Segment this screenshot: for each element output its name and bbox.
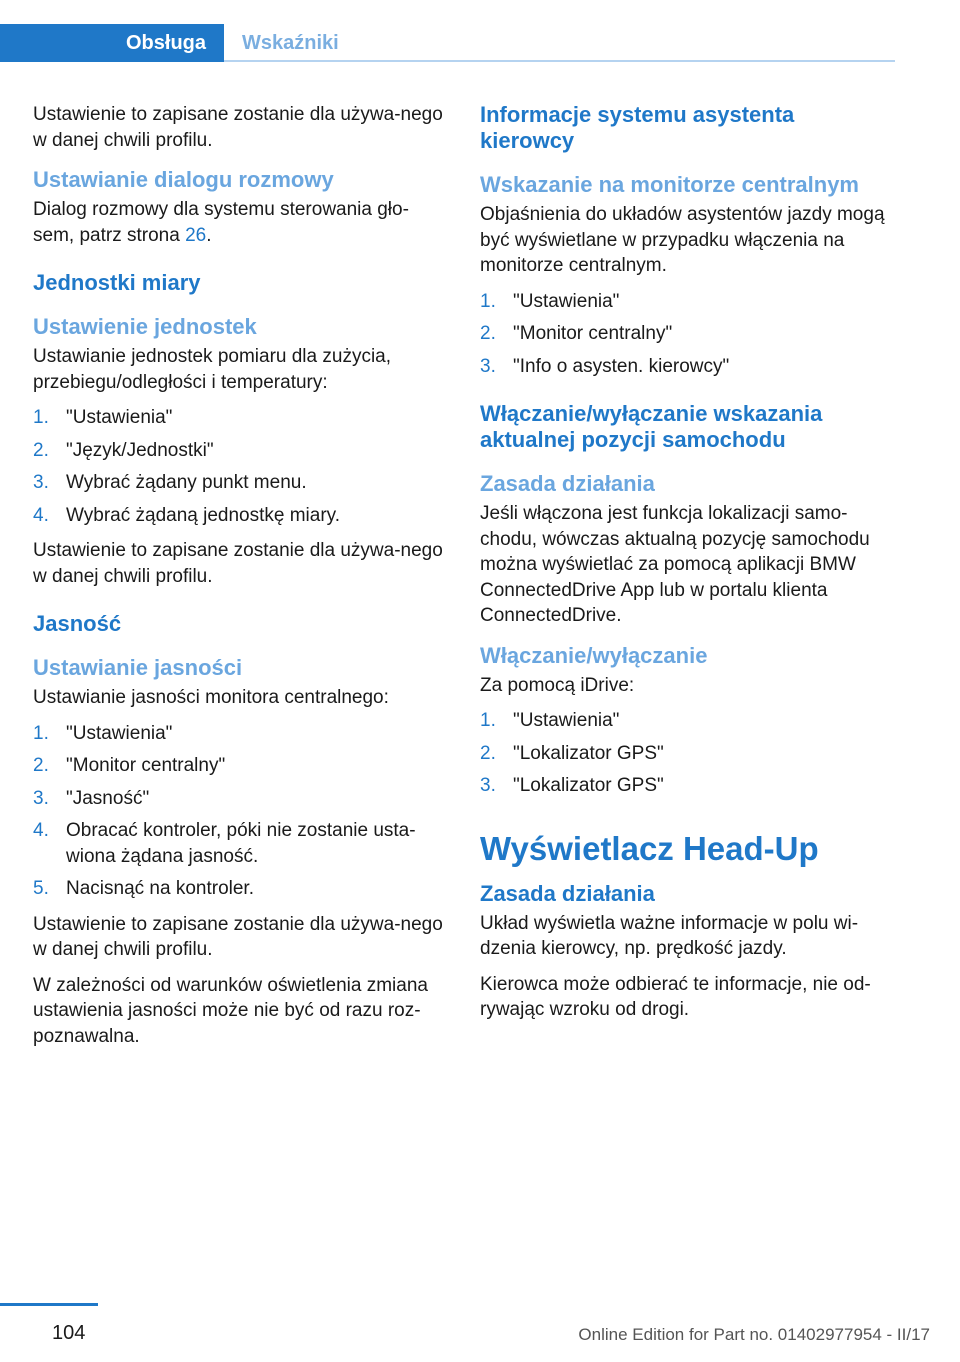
step-number: 1. — [33, 722, 49, 744]
principle-paragraph: Jeśli włączona jest funkcja lokalizacji samo-chodu, wówczas aktualną pozycję samochodu można wyświetlać za pomocą aplikacji BMW ConnectedDrive App lub w portalu klienta ConnectedDrive. — [480, 503, 870, 626]
heading-units: Ustawienie jednostek — [33, 314, 257, 339]
list-item — [480, 354, 892, 380]
step-number: 4. — [33, 820, 49, 841]
step-number: 3. — [480, 775, 496, 796]
list-item — [480, 773, 892, 799]
brightness-paragraph: Ustawianie jasności monitora centralnego: — [33, 687, 389, 708]
chapter-tabs — [0, 24, 895, 62]
heading-onoff: Włączanie/wyłączanie — [480, 642, 708, 668]
tab-divider — [224, 60, 895, 62]
step-text: Wybrać żądany punkt menu. — [66, 472, 307, 493]
step-number: 2. — [480, 742, 496, 764]
list-item — [33, 753, 445, 779]
step-text: "Ustawienia" — [513, 290, 620, 312]
step-text: "Język/Jednostki" — [66, 439, 214, 461]
step-text: Obracać kontroler, póki nie zostanie usta-wiona żądana jasność. — [66, 820, 416, 867]
hud-paragraph-2: Kierowca może odbierać te informacje, nie od-rywając wzroku od drogi. — [480, 973, 871, 1020]
left-column — [33, 102, 445, 1059]
dialog-text: Dialog rozmowy dla systemu sterowania gło-sem, patrz strona — [33, 199, 409, 246]
step-text: Wybrać żądaną jednostkę miary. — [66, 504, 341, 526]
list-item — [33, 876, 445, 902]
tab-obsluga-label: Obsługa — [125, 31, 206, 54]
brightness-after-paragraph: Ustawienie to zapisane zostanie dla używa-nego w danej chwili profilu. — [33, 913, 443, 960]
heading-assist: Wskazanie na monitorze centralnym — [480, 172, 859, 197]
intro-paragraph: Ustawienie to zapisane zostanie dla używa-nego w danej chwili profilu. — [33, 104, 443, 151]
list-item — [33, 438, 445, 464]
step-number: 3. — [480, 355, 496, 377]
step-number: 3. — [33, 787, 49, 809]
list-item — [33, 818, 445, 869]
list-item — [33, 470, 445, 496]
units-steps — [33, 405, 445, 528]
right-column — [480, 102, 892, 1033]
step-number: 1. — [480, 710, 496, 731]
units-paragraph: Ustawianie jednostek pomiaru dla zużycia, przebiegu/odległości i temperatury: — [33, 346, 392, 393]
step-text: "Ustawienia" — [66, 722, 173, 744]
step-text: "Lokalizator GPS" — [513, 775, 664, 796]
step-text: "Jasność" — [66, 787, 150, 809]
step-text: "Monitor centralny" — [66, 755, 226, 776]
step-number: 2. — [480, 323, 496, 344]
step-number: 5. — [33, 878, 49, 899]
step-text: "Info o asysten. kierowcy" — [513, 355, 730, 377]
step-number: 1. — [480, 290, 496, 312]
step-number: 3. — [33, 472, 49, 493]
page-link[interactable]: 26 — [185, 224, 207, 246]
heading-dialog: Ustawianie dialogu rozmowy — [33, 167, 334, 192]
list-item — [33, 503, 445, 529]
heading-brightness: Ustawianie jasności — [33, 655, 243, 680]
list-item — [33, 721, 445, 747]
list-item — [480, 708, 892, 734]
heading-position-main: Włączanie/wyłączanie wskazania aktualnej pozycji samochodu — [480, 401, 823, 452]
list-item — [33, 786, 445, 812]
footer-rule — [0, 1303, 98, 1306]
step-number: 1. — [33, 407, 49, 428]
heading-units-main: Jednostki miary — [33, 270, 201, 295]
step-text: "Ustawienia" — [66, 407, 173, 428]
list-item — [480, 289, 892, 315]
units-after-paragraph: Ustawienie to zapisane zostanie dla używa-nego w danej chwili profilu. — [33, 540, 443, 587]
dialog-paragraph — [33, 197, 445, 248]
heading-assist-main: Informacje systemu asystenta kierowcy — [480, 102, 795, 153]
onoff-paragraph: Za pomocą iDrive: — [480, 674, 635, 696]
edition-note: Online Edition for Part no. 01402977954 - II/17 — [578, 1325, 930, 1344]
tab-wskazniki-label: Wskaźniki — [242, 32, 339, 54]
tab-wskazniki[interactable] — [242, 24, 339, 62]
dialog-text-end: . — [206, 224, 212, 246]
brightness-steps — [33, 721, 445, 902]
list-item — [480, 741, 892, 767]
heading-hud-principle: Zasada działania — [480, 880, 655, 906]
heading-hud: Wyświetlacz Head-Up — [480, 829, 819, 867]
tab-obsluga[interactable] — [0, 24, 224, 62]
heading-principle: Zasada działania — [480, 471, 655, 496]
heading-brightness-main: Jasność — [33, 611, 122, 636]
step-text: Nacisnąć na kontroler. — [66, 878, 254, 899]
step-text: "Ustawienia" — [513, 710, 620, 731]
step-number: 2. — [33, 755, 49, 776]
brightness-note-paragraph: W zależności od warunków oświetlenia zmiana ustawienia jasności może nie być od razu roz-poznawalna. — [33, 974, 428, 1047]
assist-steps — [480, 289, 892, 380]
list-item — [33, 405, 445, 431]
list-item — [480, 321, 892, 347]
step-text: "Monitor centralny" — [513, 323, 673, 344]
step-number: 4. — [33, 504, 49, 526]
step-number: 2. — [33, 439, 49, 461]
onoff-steps — [480, 708, 892, 799]
assist-paragraph: Objaśnienia do układów asystentów jazdy mogą być wyświetlane w przypadku włączenia na monitorze centralnym. — [480, 204, 885, 276]
page-number: 104 — [52, 1322, 86, 1344]
step-text: "Lokalizator GPS" — [513, 742, 664, 764]
hud-paragraph-1: Układ wyświetla ważne informacje w polu wi-dzenia kierowcy, np. prędkość jazdy. — [480, 912, 859, 959]
